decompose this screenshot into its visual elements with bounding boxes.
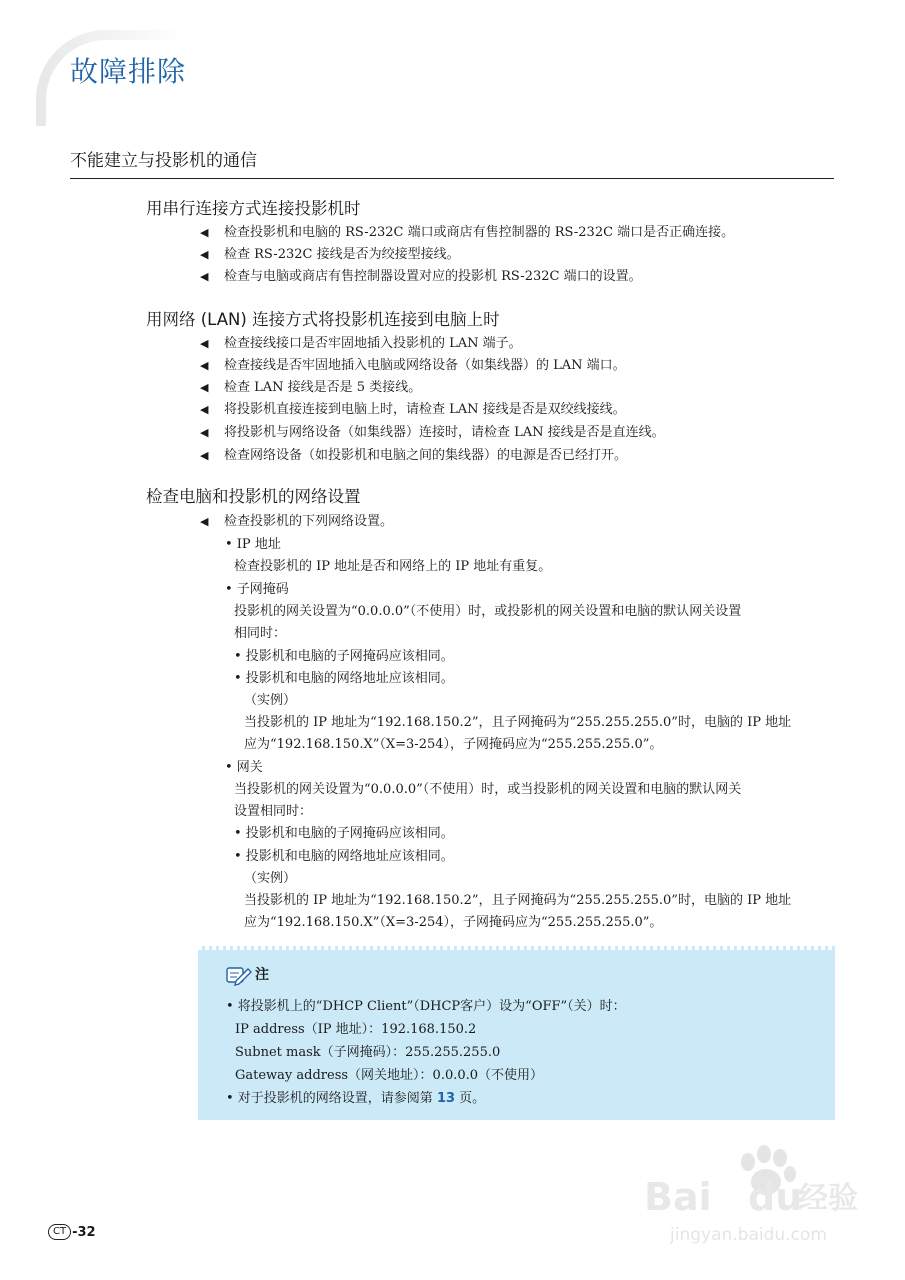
- ip-heading: • IP 地址: [225, 537, 281, 552]
- note-box: [198, 946, 835, 1120]
- list-item: ◀ 检查 RS-232C 接线是否为绞接型接线。: [200, 244, 460, 266]
- subnet-example: 当投影机的 IP 地址为“192.168.150.2”，且子网掩码为“255.255.255.0”时，电脑的 IP 地址: [244, 715, 792, 730]
- note-border-dots: [198, 946, 835, 950]
- subnet-text: 投影机的网关设置为“0.0.0.0”（不使用）时，或投影机的网关设置和电脑的默认网关设置: [234, 604, 742, 619]
- page-title: 故障排除: [70, 55, 187, 88]
- list-item: ◀ 检查网络设备（如投影机和电脑之间的集线器）的电源是否已经打开。: [200, 445, 627, 467]
- subnet-example-label: （实例）: [244, 693, 297, 708]
- gateway-bullet: • 投影机和电脑的子网掩码应该相同。: [234, 826, 454, 841]
- list-item: ◀ 检查接线接口是否牢固地插入投影机的 LAN 端子。: [200, 333, 522, 355]
- subnet-example: 应为“192.168.150.X”（X=3-254），子网掩码应为“255.255.255.0”。: [244, 737, 663, 752]
- triangle-left-icon: ◀: [200, 270, 209, 283]
- lan-title: 用网络 (LAN) 连接方式将投影机连接到电脑上时: [146, 310, 500, 329]
- subnet-bullet: • 投影机和电脑的子网掩码应该相同。: [234, 649, 454, 664]
- triangle-left-icon: ◀: [200, 359, 209, 372]
- watermark-brand: Bai: [644, 1175, 712, 1219]
- region-badge: CT: [48, 1224, 71, 1240]
- triangle-left-icon: ◀: [200, 226, 209, 239]
- ip-text: 检查投影机的 IP 地址是否和网络上的 IP 地址有重复。: [234, 559, 552, 574]
- triangle-left-icon: ◀: [200, 515, 209, 528]
- list-item: ◀ 检查投影机和电脑的 RS-232C 端口或商店有售控制器的 RS-232C 端口是否正确连接。: [200, 222, 734, 244]
- triangle-left-icon: ◀: [200, 426, 209, 439]
- note-heading: 注: [226, 964, 269, 986]
- pencil-note-icon: [226, 964, 252, 986]
- triangle-left-icon: ◀: [200, 381, 209, 394]
- watermark-brand-2: du: [748, 1175, 803, 1219]
- subnet-heading: • 子网掩码: [225, 582, 289, 597]
- triangle-left-icon: ◀: [200, 449, 209, 462]
- gateway-example-label: （实例）: [244, 871, 297, 886]
- gateway-example: 当投影机的 IP 地址为“192.168.150.2”，且子网掩码为“255.255.255.0”时，电脑的 IP 地址: [244, 893, 792, 908]
- subnet-text: 相同时：: [234, 626, 287, 641]
- list-item: ◀ 检查投影机的下列网络设置。: [200, 511, 393, 533]
- note-line: Subnet mask（子网掩码）：255.255.255.0: [235, 1045, 501, 1060]
- list-item: ◀ 将投影机与网络设备（如集线器）连接时，请检查 LAN 接线是否是直连线。: [200, 422, 665, 444]
- note-line: • 对于投影机的网络设置，请参阅第 13 页。: [226, 1091, 486, 1106]
- section-title: 不能建立与投影机的通信: [70, 146, 834, 179]
- gateway-text: 当投影机的网关设置为“0.0.0.0”（不使用）时，或当投影机的网关设置和电脑的默认网关: [234, 782, 742, 797]
- network-title: 检查电脑和投影机的网络设置: [146, 487, 361, 506]
- list-item: ◀ 检查与电脑或商店有售控制器设置对应的投影机 RS-232C 端口的设置。: [200, 266, 642, 288]
- triangle-left-icon: ◀: [200, 337, 209, 350]
- subnet-bullet: • 投影机和电脑的网络地址应该相同。: [234, 671, 454, 686]
- gateway-example: 应为“192.168.150.X”（X=3-254），子网掩码应为“255.255.255.0”。: [244, 915, 663, 930]
- page-number: CT -32: [48, 1224, 96, 1240]
- note-line: • 将投影机上的“DHCP Client”（DHCP客户）设为“OFF”（关）时：: [226, 999, 626, 1014]
- baidu-paw-logo-icon: [640, 1140, 870, 1260]
- gateway-heading: • 网关: [225, 760, 263, 775]
- list-item: ◀ 检查接线是否牢固地插入电脑或网络设备（如集线器）的 LAN 端口。: [200, 355, 626, 377]
- gateway-bullet: • 投影机和电脑的网络地址应该相同。: [234, 849, 454, 864]
- page-reference: 13: [436, 1091, 456, 1106]
- watermark-url: jingyan.baidu.com: [670, 1225, 827, 1245]
- triangle-left-icon: ◀: [200, 403, 209, 416]
- triangle-left-icon: ◀: [200, 248, 209, 261]
- list-item: ◀ 检查 LAN 接线是否是 5 类接线。: [200, 377, 421, 399]
- note-line: IP address（IP 地址）：192.168.150.2: [235, 1022, 477, 1037]
- note-line: Gateway address（网关地址）：0.0.0.0（不使用）: [235, 1068, 544, 1083]
- gateway-text: 设置相同时：: [234, 804, 313, 819]
- list-item: ◀ 将投影机直接连接到电脑上时，请检查 LAN 接线是否是双绞线接线。: [200, 399, 626, 421]
- watermark: [640, 1140, 870, 1264]
- watermark-cn: 经验: [798, 1181, 858, 1216]
- serial-title: 用串行连接方式连接投影机时: [146, 199, 361, 218]
